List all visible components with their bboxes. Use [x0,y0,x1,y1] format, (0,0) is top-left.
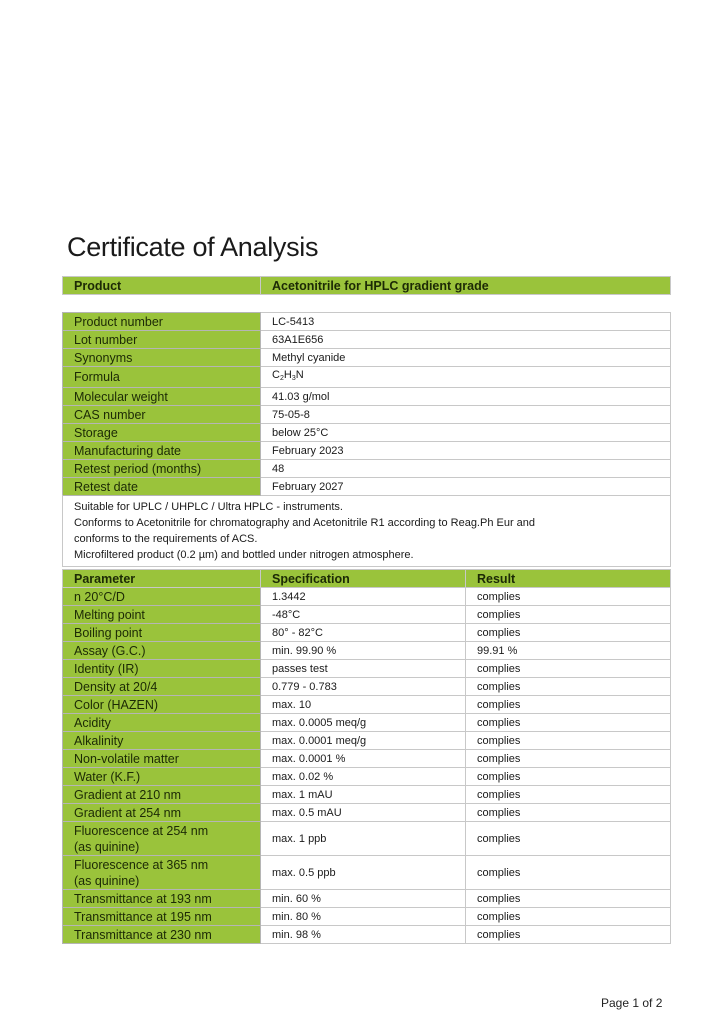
result-value: complies [466,588,671,606]
specification-value: max. 0.0001 % [261,750,466,768]
result-value: complies [466,750,671,768]
info-value: Methyl cyanide [261,349,671,367]
specification-value: min. 60 % [261,890,466,908]
result-value: complies [466,926,671,944]
parameter-name: Assay (G.C.) [63,642,261,660]
result-value: complies [466,908,671,926]
parameter-name: Melting point [63,606,261,624]
result-value: complies [466,890,671,908]
parameter-name: Identity (IR) [63,660,261,678]
result-value: complies [466,606,671,624]
specification-value: max. 0.5 ppb [261,856,466,890]
info-value: 48 [261,460,671,478]
result-value: complies [466,678,671,696]
info-value: 41.03 g/mol [261,388,671,406]
parameter-row [63,768,671,786]
parameters-header-row [63,570,671,588]
result-value: complies [466,768,671,786]
parameter-row [63,750,671,768]
info-row [63,424,671,442]
specification-value: 80° - 82°C [261,624,466,642]
product-label: Product [63,277,261,295]
info-row [63,331,671,349]
header-specification: Specification [261,570,466,588]
parameter-name: Gradient at 254 nm [63,804,261,822]
parameter-name: Boiling point [63,624,261,642]
parameter-row [63,696,671,714]
info-value: below 25°C [261,424,671,442]
page-title: Certificate of Analysis [67,232,319,262]
specification-value: max. 1 mAU [261,786,466,804]
formula-part: 2 [279,375,284,382]
info-label: Lot number [63,331,261,349]
parameter-row [63,642,671,660]
parameter-row [63,804,671,822]
info-value: February 2027 [261,478,671,496]
parameter-row [63,908,671,926]
product-info-table [62,312,671,496]
info-row [63,460,671,478]
note-line: Conforms to Acetonitrile for chromatography and Acetonitrile R1 according to Reag.Ph Eur and [74,517,536,529]
specification-value: min. 80 % [261,908,466,926]
info-label: Retest period (months) [63,460,261,478]
product-row [63,277,671,295]
parameter-name: Gradient at 210 nm [63,786,261,804]
result-value: 99.91 % [466,642,671,660]
specification-value: max. 0.0001 meq/g [261,732,466,750]
result-value: complies [466,856,671,890]
result-value: complies [466,732,671,750]
info-label: Manufacturing date [63,442,261,460]
parameter-row [63,856,671,890]
parameter-row [63,732,671,750]
info-row [63,367,671,388]
product-value: Acetonitrile for HPLC gradient grade [261,277,671,295]
page-number: Page 1 of 2 [601,996,663,1010]
result-value: complies [466,714,671,732]
parameter-row [63,714,671,732]
parameter-name: Transmittance at 230 nm [63,926,261,944]
parameter-name: Density at 20/4 [63,678,261,696]
info-label: Retest date [63,478,261,496]
parameters-table [62,569,671,944]
specification-value: max. 1 ppb [261,822,466,856]
parameter-name: Fluorescence at 365 nm (as quinine) [63,856,261,890]
formula-part: C [272,369,280,381]
info-value: February 2023 [261,442,671,460]
parameter-row [63,822,671,856]
result-value: complies [466,786,671,804]
parameter-name: Non-volatile matter [63,750,261,768]
parameter-row [63,606,671,624]
header-parameter: Parameter [63,570,261,588]
info-value: LC-5413 [261,313,671,331]
parameter-name: Transmittance at 193 nm [63,890,261,908]
result-value: complies [466,804,671,822]
result-value: complies [466,660,671,678]
parameter-row [63,588,671,606]
info-row [63,388,671,406]
parameter-name: Color (HAZEN) [63,696,261,714]
header-result: Result [466,570,671,588]
parameter-row [63,786,671,804]
info-row [63,313,671,331]
info-label: Storage [63,424,261,442]
info-label: Molecular weight [63,388,261,406]
note-line: Microfiltered product (0.2 µm) and bottled under nitrogen atmosphere. [74,549,414,561]
note-line: Suitable for UPLC / UHPLC / Ultra HPLC - instruments. [74,501,343,513]
specification-value: max. 0.02 % [261,768,466,786]
result-value: complies [466,624,671,642]
info-row [63,442,671,460]
info-row [63,478,671,496]
info-label: Synonyms [63,349,261,367]
specification-value: 1.3442 [261,588,466,606]
parameter-row [63,624,671,642]
product-table [62,276,671,295]
specification-value: -48°C [261,606,466,624]
specification-value: max. 10 [261,696,466,714]
parameter-name: Water (K.F.) [63,768,261,786]
specification-value: max. 0.0005 meq/g [261,714,466,732]
parameter-row [63,660,671,678]
specification-value: min. 99.90 % [261,642,466,660]
note-line: conforms to the requirements of ACS. [74,533,258,545]
parameter-row [63,678,671,696]
info-row [63,349,671,367]
parameter-name: Fluorescence at 254 nm (as quinine) [63,822,261,856]
specification-value: max. 0.5 mAU [261,804,466,822]
parameter-name: Acidity [63,714,261,732]
specification-value: passes test [261,660,466,678]
parameter-name: Transmittance at 195 nm [63,908,261,926]
specification-value: 0.779 - 0.783 [261,678,466,696]
formula-part: N [295,369,304,381]
formula-value [261,367,671,388]
parameter-row [63,890,671,908]
info-row [63,406,671,424]
formula-part: 3 [291,375,296,382]
info-label: Product number [63,313,261,331]
info-value: 75-05-8 [261,406,671,424]
info-label: CAS number [63,406,261,424]
parameter-row [63,926,671,944]
result-value: complies [466,696,671,714]
formula-part: H [283,369,292,381]
parameter-name: Alkalinity [63,732,261,750]
specification-value: min. 98 % [261,926,466,944]
info-label: Formula [63,367,261,388]
parameter-name: n 20°C/D [63,588,261,606]
info-value: 63A1E656 [261,331,671,349]
product-notes [62,495,671,567]
result-value: complies [466,822,671,856]
